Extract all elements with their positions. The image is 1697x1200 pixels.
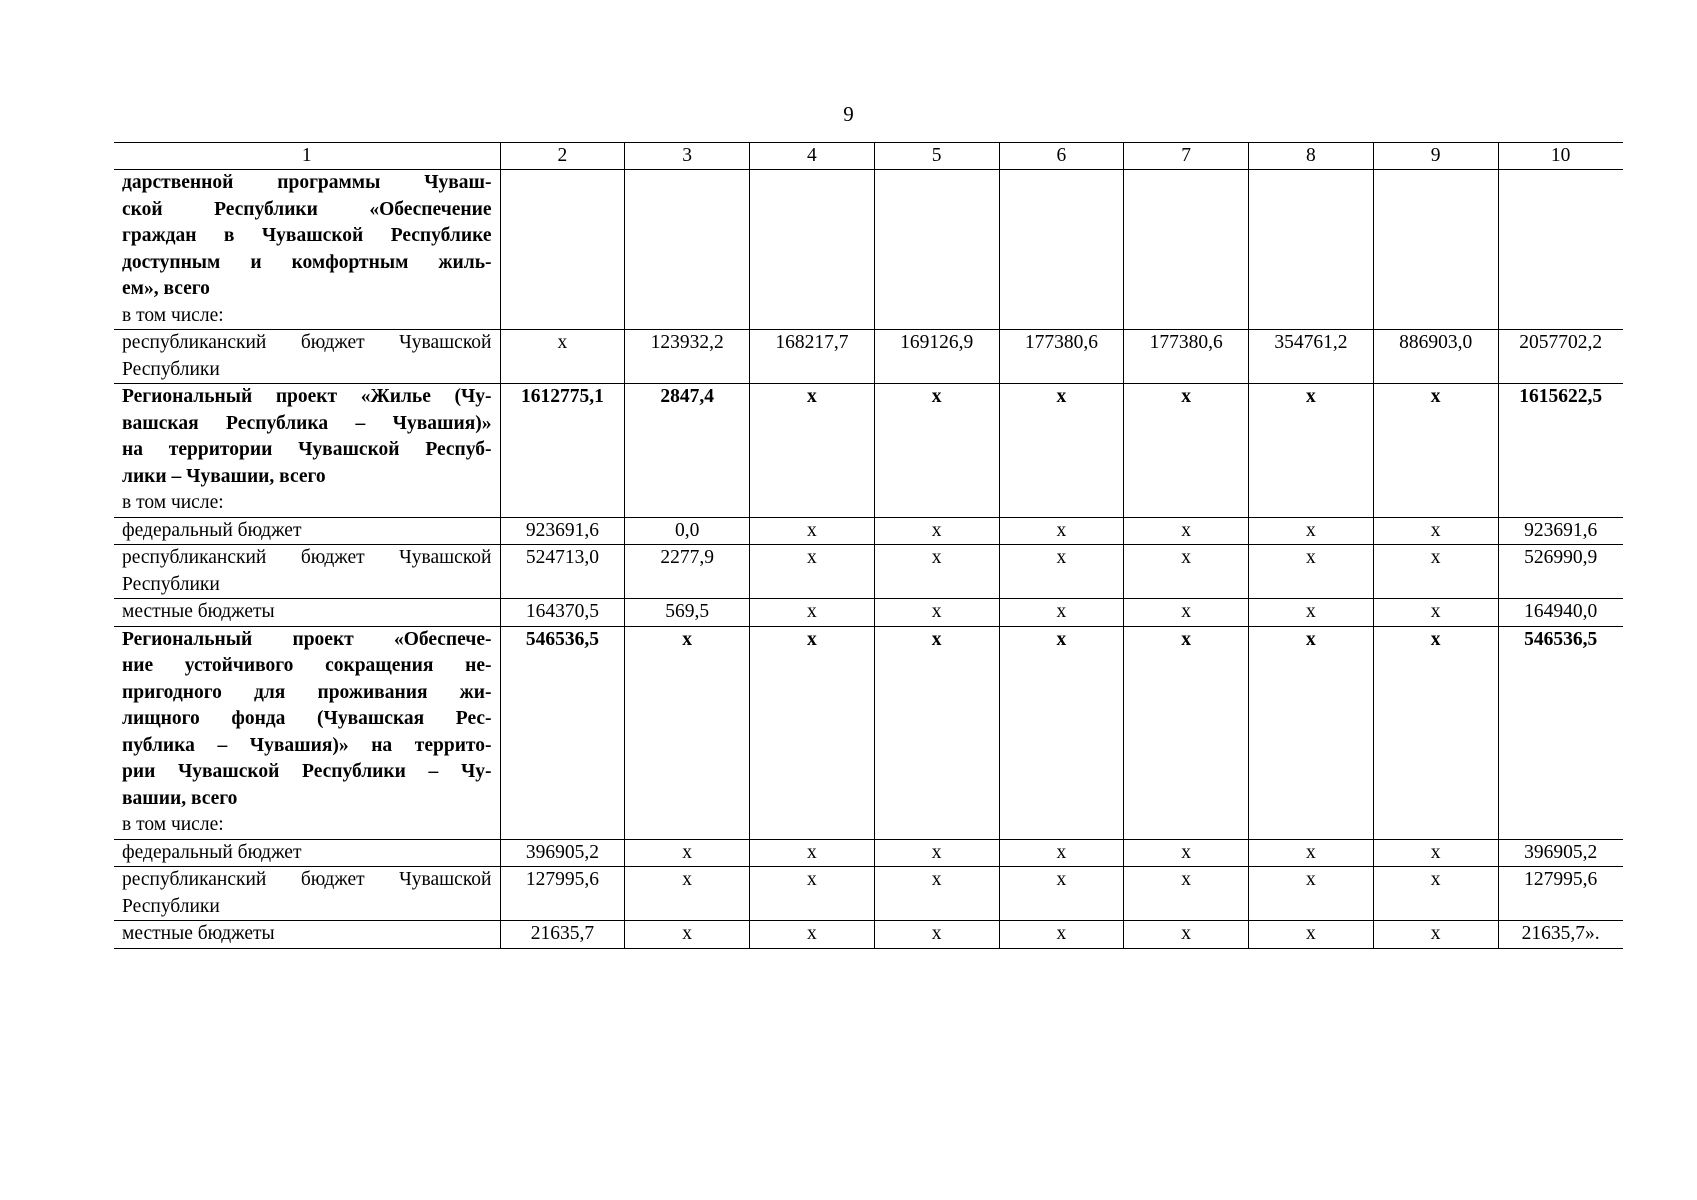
table-row <box>114 517 1623 545</box>
row-label-line: Региональный проект «Обеспече- <box>122 628 492 650</box>
table-cell: x <box>625 867 750 921</box>
table-cell: 168217,7 <box>750 330 875 384</box>
table-cell: 177380,6 <box>999 330 1124 384</box>
table-cell: 546536,5 <box>500 626 625 839</box>
table-cell: x <box>1249 839 1374 867</box>
header-row <box>114 143 1623 170</box>
table-cell: x <box>1124 839 1249 867</box>
table-cell: x <box>874 867 999 921</box>
table-cell: x <box>874 545 999 599</box>
table-cell: 546536,5 <box>1498 626 1623 839</box>
row-label-line: местные бюджеты <box>122 601 275 622</box>
table-cell: x <box>1124 921 1249 949</box>
table-cell: x <box>625 626 750 839</box>
row-label <box>114 545 500 599</box>
row-label-line: рии Чувашской Республики – Чу- <box>122 761 492 782</box>
column-header-5: 5 <box>874 143 999 170</box>
table-cell: x <box>1373 599 1498 627</box>
table-cell: x <box>1124 545 1249 599</box>
table-cell <box>500 170 625 330</box>
row-label-line: ской Республики «Обеспечение <box>122 198 492 220</box>
table-row <box>114 545 1623 599</box>
table-cell <box>1124 170 1249 330</box>
table-cell: 123932,2 <box>625 330 750 384</box>
table-cell: x <box>999 599 1124 627</box>
table-cell: x <box>1373 839 1498 867</box>
table-cell: x <box>1249 517 1374 545</box>
row-label-line: Республики <box>122 573 220 595</box>
table-cell: x <box>999 517 1124 545</box>
column-header-8: 8 <box>1249 143 1374 170</box>
row-label-line: вашская Республика – Чувашия)» <box>122 412 492 434</box>
table-header <box>114 143 1623 170</box>
row-label-line: граждан в Чувашской Республике <box>122 225 492 246</box>
table-cell: x <box>750 545 875 599</box>
table-cell: x <box>750 517 875 545</box>
table-cell: 127995,6 <box>500 867 625 921</box>
row-label-line: пригодного для проживания жи- <box>122 681 492 703</box>
table-cell: x <box>625 839 750 867</box>
table-cell: x <box>1373 384 1498 518</box>
table-cell: x <box>874 921 999 949</box>
row-sublabel: в том числе: <box>122 304 224 326</box>
column-header-10: 10 <box>1498 143 1623 170</box>
table-cell: x <box>1249 384 1374 518</box>
row-label-line: республиканский бюджет Чувашской <box>122 547 492 568</box>
table-cell: x <box>750 867 875 921</box>
row-label-line: федеральный бюджет <box>122 519 302 541</box>
row-label <box>114 921 500 949</box>
table-row <box>114 626 1623 839</box>
table-row <box>114 170 1623 330</box>
column-header-6: 6 <box>999 143 1124 170</box>
table-cell: 2057702,2 <box>1498 330 1623 384</box>
table-cell: x <box>874 517 999 545</box>
row-label-line: Региональный проект «Жилье (Чу- <box>122 386 492 407</box>
column-header-4: 4 <box>750 143 875 170</box>
table-cell: x <box>750 626 875 839</box>
row-label-line: Республики <box>122 358 220 380</box>
row-label <box>114 170 500 330</box>
table-cell: 524713,0 <box>500 545 625 599</box>
table-cell: x <box>500 330 625 384</box>
table-cell <box>750 170 875 330</box>
row-label <box>114 384 500 518</box>
row-label-line: доступным и комфортным жиль- <box>122 251 492 273</box>
row-label-line: местные бюджеты <box>122 923 275 944</box>
table-cell: 2847,4 <box>625 384 750 518</box>
table-cell: x <box>874 626 999 839</box>
row-label-line: лики – Чувашии, всего <box>122 465 326 487</box>
table-cell: x <box>1124 867 1249 921</box>
table-cell: x <box>1124 384 1249 518</box>
table-cell <box>874 170 999 330</box>
table-cell: x <box>999 839 1124 867</box>
table-row <box>114 839 1623 867</box>
table-cell: 923691,6 <box>500 517 625 545</box>
table-cell <box>1249 170 1374 330</box>
table-row <box>114 330 1623 384</box>
table-cell <box>1373 170 1498 330</box>
table-cell: x <box>1373 626 1498 839</box>
column-header-7: 7 <box>1124 143 1249 170</box>
table-cell <box>1498 170 1623 330</box>
table-cell: 1612775,1 <box>500 384 625 518</box>
table-cell: x <box>1249 921 1374 949</box>
budget-table <box>114 142 1623 949</box>
row-label <box>114 330 500 384</box>
table-cell <box>625 170 750 330</box>
table-cell: x <box>874 599 999 627</box>
row-sublabel: в том числе: <box>122 492 224 513</box>
table-body <box>114 170 1623 949</box>
table-cell: 177380,6 <box>1124 330 1249 384</box>
table-cell: 396905,2 <box>1498 839 1623 867</box>
table-cell: x <box>1249 626 1374 839</box>
row-label-line: федеральный бюджет <box>122 841 302 863</box>
table-cell: x <box>1124 517 1249 545</box>
table-cell: x <box>999 626 1124 839</box>
table-cell: 0,0 <box>625 517 750 545</box>
page-number: 9 <box>843 102 854 126</box>
column-header-2: 2 <box>500 143 625 170</box>
row-label <box>114 517 500 545</box>
row-label-line: Республики <box>122 895 220 917</box>
table-cell: x <box>750 599 875 627</box>
table-cell: x <box>750 839 875 867</box>
row-sublabel: в том числе: <box>122 814 224 835</box>
table-cell: 164940,0 <box>1498 599 1623 627</box>
table-cell: x <box>1124 626 1249 839</box>
table-cell: x <box>999 867 1124 921</box>
row-label <box>114 599 500 627</box>
table-cell: x <box>1249 545 1374 599</box>
column-header-1: 1 <box>114 143 500 170</box>
table-cell: x <box>1373 517 1498 545</box>
row-label <box>114 867 500 921</box>
table-row <box>114 599 1623 627</box>
table-cell: 886903,0 <box>1373 330 1498 384</box>
table-row <box>114 867 1623 921</box>
table-cell: x <box>750 384 875 518</box>
table-cell: x <box>1373 921 1498 949</box>
table-cell: 21635,7 <box>500 921 625 949</box>
row-label-line: ем», всего <box>122 278 210 299</box>
row-label-line: республиканский бюджет Чувашской <box>122 869 492 890</box>
table-cell <box>999 170 1124 330</box>
table-cell: 21635,7». <box>1498 921 1623 949</box>
table-cell: x <box>1373 545 1498 599</box>
row-label-line: публика – Чувашия)» на террито- <box>122 734 492 756</box>
row-label <box>114 626 500 839</box>
table-cell: x <box>999 384 1124 518</box>
table-cell: 354761,2 <box>1249 330 1374 384</box>
table-cell: x <box>999 545 1124 599</box>
table-cell: 1615622,5 <box>1498 384 1623 518</box>
table-cell: 396905,2 <box>500 839 625 867</box>
table-cell: x <box>1249 599 1374 627</box>
row-label-line: республиканский бюджет Чувашской <box>122 332 492 353</box>
row-label-line: ние устойчивого сокращения не- <box>122 655 492 676</box>
table-cell: 569,5 <box>625 599 750 627</box>
row-label-line: на территории Чувашской Респуб- <box>122 439 492 460</box>
table-cell: x <box>1124 599 1249 627</box>
table-cell: x <box>999 921 1124 949</box>
column-header-9: 9 <box>1373 143 1498 170</box>
row-label-line: лищного фонда (Чувашская Рес- <box>122 708 492 729</box>
table-cell: 127995,6 <box>1498 867 1623 921</box>
table-cell: 2277,9 <box>625 545 750 599</box>
column-header-3: 3 <box>625 143 750 170</box>
table-cell: x <box>874 839 999 867</box>
table-cell: 923691,6 <box>1498 517 1623 545</box>
table-cell: 169126,9 <box>874 330 999 384</box>
row-label-line: дарственной программы Чуваш- <box>122 172 492 193</box>
row-label <box>114 839 500 867</box>
table-cell: 526990,9 <box>1498 545 1623 599</box>
row-label-line: вашии, всего <box>122 787 238 809</box>
table-row <box>114 384 1623 518</box>
table-cell: x <box>625 921 750 949</box>
table-cell: x <box>1373 867 1498 921</box>
table-cell: x <box>750 921 875 949</box>
table-cell: x <box>874 384 999 518</box>
table-cell: 164370,5 <box>500 599 625 627</box>
table-cell: x <box>1249 867 1374 921</box>
table-row <box>114 921 1623 949</box>
